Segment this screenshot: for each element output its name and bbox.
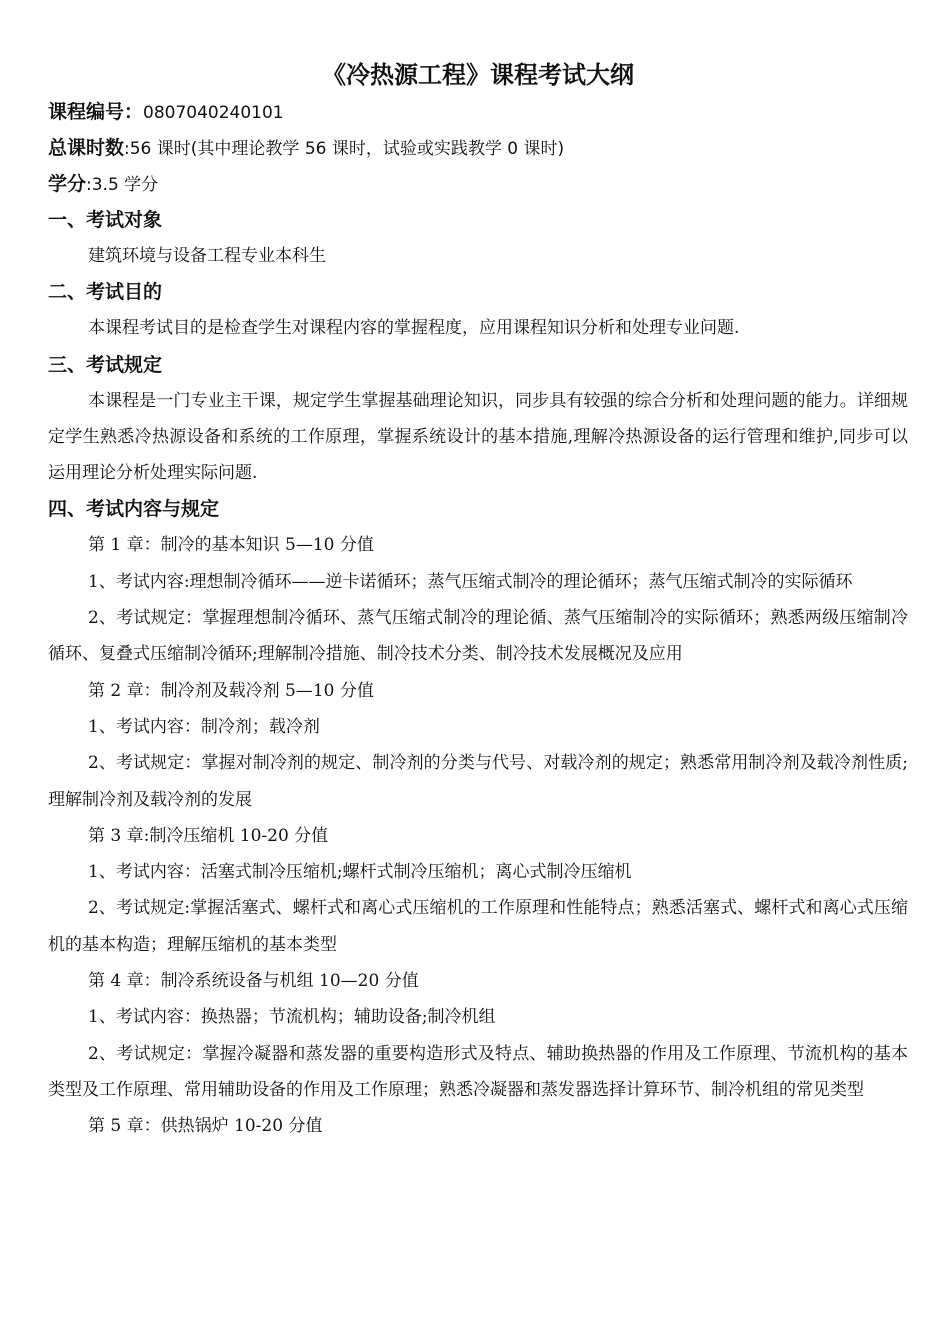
chapter-2-content: 1、考试内容：制冷剂；载冷剂 (88, 716, 320, 737)
course-hours-value: :56 课时(其中理论教学 56 课时，试验或实践教学 0 课时) (124, 139, 565, 159)
exam-purpose-text: 本课程考试目的是检查学生对课程内容的掌握程度，应用课程知识分析和处理专业问题. (88, 318, 740, 339)
chapter-4-content: 1、考试内容：换热器；节流机构；辅助设备;制冷机组 (88, 1007, 496, 1028)
section-heading-exam-target: 一、考试对象 (48, 209, 163, 231)
course-credit-label: 学分 (48, 173, 87, 195)
document-page (48, 58, 908, 1145)
course-hours-line (48, 130, 908, 166)
chapter-3-title: 第 3 章:制冷压缩机 10-20 分值 (88, 825, 329, 846)
chapter-3-content: 1、考试内容：活塞式制冷压缩机;螺杆式制冷压缩机；离心式制冷压缩机 (88, 862, 632, 883)
chapter-5-title: 第 5 章：供热锅炉 10-20 分值 (88, 1116, 323, 1137)
course-credit-value: :3.5 学分 (86, 175, 159, 195)
section-heading-exam-content: 四、考试内容与规定 (48, 498, 220, 521)
chapter-3-rules: 2、考试规定:掌握活塞式、螺杆式和离心式压缩机的工作原理和性能特点；熟悉活塞式、螺杆式和离心式压缩机的基本构造；理解压缩机的基本类型 (48, 898, 908, 955)
course-code-label: 课程编号： (48, 101, 144, 123)
course-code-line (48, 94, 908, 130)
chapter-4-title: 第 4 章：制冷系统设备与机组 10—20 分值 (88, 971, 419, 992)
chapter-1-content: 1、考试内容:理想制冷循环——逆卡诺循环；蒸气压缩式制冷的理论循环；蒸气压缩式制冷的实际循环 (88, 571, 853, 592)
course-code-value: 0807040240101 (143, 103, 284, 123)
chapter-1-title: 第 1 章：制冷的基本知识 5—10 分值 (88, 535, 374, 556)
chapter-4-rules: 2、考试规定：掌握冷凝器和蒸发器的重要构造形式及特点、辅助换热器的作用及工作原理、节流机构的基本类型及工作原理、常用辅助设备的作用及工作原理；熟悉冷凝器和蒸发器选择计算环节、制冷机组的常见类型 (48, 1043, 908, 1100)
course-credit-line (48, 166, 908, 202)
chapter-1-rules: 2、考试规定：掌握理想制冷循环、蒸气压缩式制冷的理论循、蒸气压缩制冷的实际循环；熟悉两级压缩制冷循环、复叠式压缩制冷循环;理解制冷措施、制冷技术分类、制冷技术发展概况及应用 (48, 608, 908, 665)
chapter-2-rules: 2、考试规定：掌握对制冷剂的规定、制冷剂的分类与代号、对载冷剂的规定；熟悉常用制冷剂及载冷剂性质;理解制冷剂及载冷剂的发展 (48, 753, 908, 810)
section-heading-exam-rules: 三、考试规定 (48, 353, 163, 376)
chapter-2-title: 第 2 章：制冷剂及载冷剂 5—10 分值 (88, 680, 374, 701)
exam-rules-text: 本课程是一门专业主干课，规定学生掌握基础理论知识，同步具有较强的综合分析和处理问题的能力。详细规定学生熟悉冷热源设备和系统的工作原理，掌握系统设计的基本措施,理解冷热源设备的运行管理和维护,同步可以运用理论分析处理实际问题. (48, 390, 908, 484)
course-hours-label: 总课时数 (48, 137, 125, 159)
document-title: 《冷热源工程》课程考试大纲 (322, 61, 634, 89)
section-heading-exam-purpose: 二、考试目的 (48, 281, 163, 304)
exam-target-text: 建筑环境与设备工程专业本科生 (88, 246, 326, 266)
